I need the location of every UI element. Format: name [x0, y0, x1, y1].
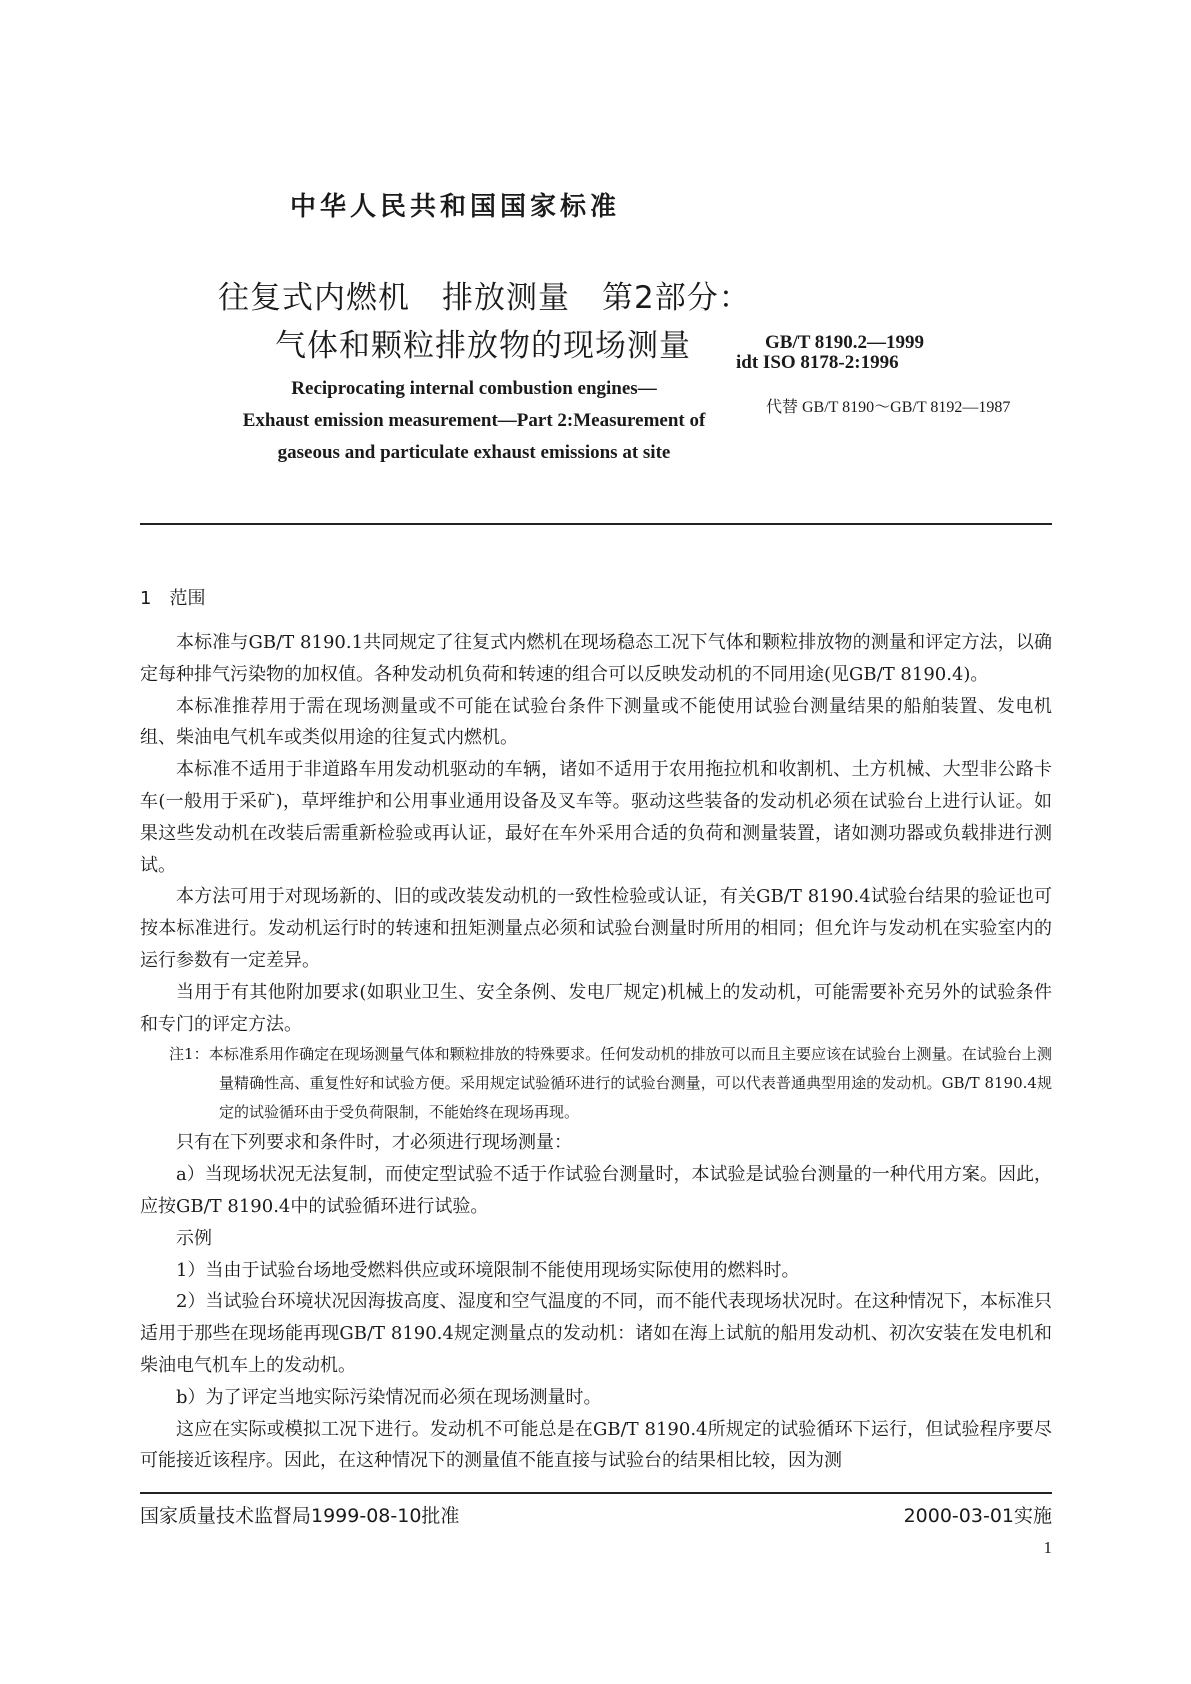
- approval-date: 国家质量技术监督局1999-08-10批准: [140, 1505, 460, 1527]
- section-title: 范围: [169, 588, 206, 609]
- list-item: b）为了评定当地实际污染情况而必须在现场测量时。: [176, 1386, 602, 1408]
- example-label: 示例: [176, 1227, 212, 1249]
- title-cn-line-2: 气体和颗粒排放物的现场测量: [275, 328, 691, 364]
- paragraph: 本标准与GB/T 8190.1共同规定了往复式内燃机在现场稳态工况下气体和颗粒排放物的测量和评定方法，以确定每种排气污染物的加权值。各种发动机负荷和转速的组合可以反映发动机的不同用途(见GB/T 8190.4)。: [140, 632, 1052, 685]
- header-divider: [140, 523, 1052, 525]
- title-en-line-3: gaseous and particulate exhaust emissions at site: [277, 442, 671, 463]
- footer-divider: [140, 1492, 1052, 1494]
- standard-number: GB/T 8190.2—1999: [765, 332, 925, 353]
- paragraph: 这应在实际或模拟工况下进行。发动机不可能总是在GB/T 8190.4所规定的试验循环下运行，但试验程序要尽可能接近该程序。因此，在这种情况下的测量值不能直接与试验台的结果相比较，因为测: [140, 1418, 1052, 1472]
- section-number: 1: [140, 588, 152, 609]
- effective-date: 2000-03-01实施: [903, 1505, 1052, 1527]
- section-heading: [140, 584, 205, 610]
- list-item: 2）当试验台环境状况因海拔高度、湿度和空气温度的不同，而不能代表现场状况时。在这种情况下，本标准只适用于那些在现场能再现GB/T 8190.4规定测量点的发动机：诸如在海上试航的船用发动机、初次安装在发电机和柴油电气机车上的发动机。: [140, 1291, 1052, 1376]
- title-en-line-2: Exhaust emission measurement—Part 2:Measurement of: [242, 410, 706, 431]
- paragraph: 本标准不适用于非道路车用发动机驱动的车辆，诸如不适用于农用拖拉机和收割机、土方机械、大型非公路卡车(一般用于采矿)，草坪维护和公用事业通用设备及叉车等。驱动这些装备的发动机必须在试验台上进行认证。如果这些发动机在改装后需重新检验或再认证，最好在车外采用合适的负荷和测量装置，诸如测功器或负载排进行测试。: [140, 759, 1052, 876]
- body-text: [140, 627, 1052, 1477]
- paragraph: 当用于有其他附加要求(如职业卫生、安全条例、发电厂规定)机械上的发动机，可能需要补充另外的试验条件和专门的评定方法。: [140, 981, 1052, 1035]
- list-item: a）当现场状况无法复制，而使定型试验不适于作试验台测量时，本试验是试验台测量的一种代用方案。因此，应按GB/T 8190.4中的试验循环进行试验。: [140, 1164, 1052, 1217]
- paragraph: 只有在下列要求和条件时，才必须进行现场测量：: [176, 1132, 572, 1154]
- national-standard-heading: 中华人民共和国国家标准: [290, 192, 621, 222]
- list-item: 1）当由于试验台场地受燃料供应或环境限制不能使用现场实际使用的燃料时。: [176, 1259, 800, 1281]
- paragraph: 本标准推荐用于需在现场测量或不可能在试验台条件下测量或不能使用试验台测量结果的船舶装置、发电机组、柴油电气机车或类似用途的往复式内燃机。: [140, 695, 1052, 749]
- idt-reference: idt ISO 8178-2:1996: [736, 352, 899, 373]
- title-cn-line-1: 往复式内燃机 排放测量 第2部分：: [218, 280, 751, 316]
- paragraph: 本方法可用于对现场新的、旧的或改装发动机的一致性检验或认证，有关GB/T 8190.4试验台结果的验证也可按本标准进行。发动机运行时的转速和扭矩测量点必须和试验台测量时所用的相同；但允许与发动机在实验室内的运行参数有一定差异。: [140, 886, 1052, 971]
- note: 注1：本标准系用作确定在现场测量气体和颗粒排放的特殊要求。任何发动机的排放可以而且主要应该在试验台上测量。在试验台上测量精确性高、重复性好和试验方便。采用规定试验循环进行的试验台测量，可以代表普通典型用途的发动机。GB/T 8190.4规定的试验循环由于受负荷限制，不能始终在现场再现。: [169, 1045, 1052, 1122]
- replaces-standard: 代替 GB/T 8190～GB/T 8192—1987: [766, 399, 1011, 416]
- title-en-line-1: Reciprocating internal combustion engines—: [291, 378, 657, 399]
- page-number: 1: [1043, 1538, 1052, 1557]
